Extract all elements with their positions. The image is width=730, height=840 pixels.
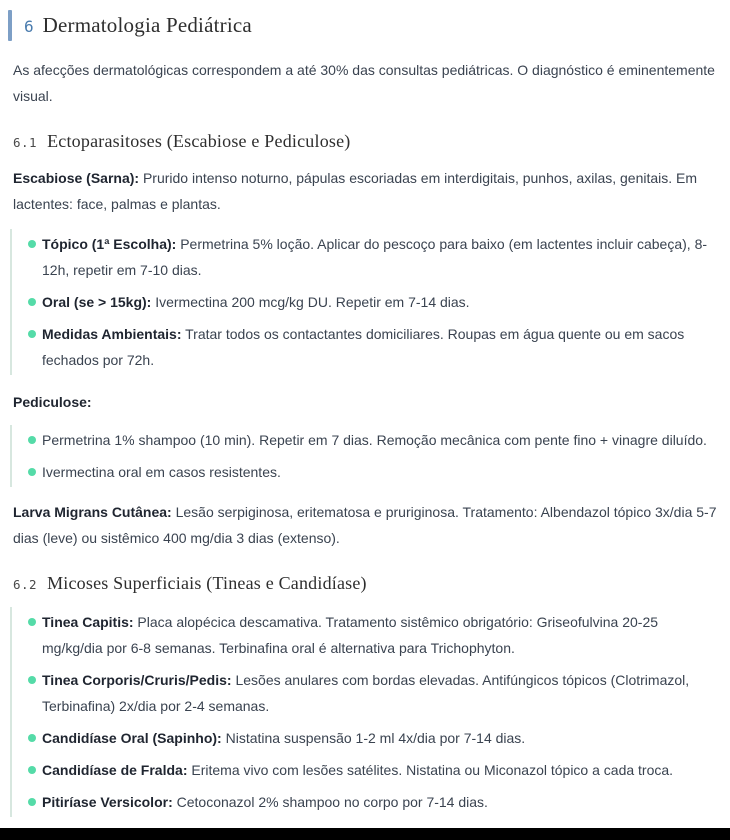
intro-paragraph: As afecções dermatológicas correspondem a até 30% das consultas pediátricas. O diagnóstico é eminentemente visual. (13, 62, 715, 104)
list-item (12, 757, 718, 783)
list-item-text: Permetrina 5% loção. Aplicar do pescoço para baixo (em lactentes incluir cabeça), 8-12h, repetir em 7-10 dias. (42, 236, 708, 278)
bullet-icon (28, 468, 36, 476)
list-item-lead: Candidíase de Fralda: (42, 762, 188, 778)
list-item-lead: Oral (se > 15kg): (42, 294, 152, 310)
escabiose-paragraph (13, 165, 718, 217)
list-item-text: Cetoconazol 2% shampoo no corpo por 7-14 dias. (172, 794, 488, 810)
section-heading-6-2 (13, 571, 718, 595)
section-heading-6-1 (13, 129, 718, 153)
list-item-lead: Pitiríase Versicolor: (42, 794, 173, 810)
pediculose-list (10, 425, 718, 487)
bullet-icon (28, 298, 36, 306)
list-item (12, 427, 718, 453)
list-item-text: Tratar todos os contactantes domiciliares. Roupas em água quente ou em sacos fechados por 72h. (42, 326, 685, 368)
list-item-lead: Candidíase Oral (Sapinho): (42, 730, 222, 746)
list-item-text: Permetrina 1% shampoo (10 min). Repetir em 7 dias. Remoção mecânica com pente fino + vinagre diluído. (42, 432, 707, 448)
list-item (12, 459, 718, 485)
list-item (12, 609, 718, 661)
bullet-icon (28, 766, 36, 774)
list-item-text: Nistatina suspensão 1-2 ml 4x/dia por 7-14 dias. (221, 730, 526, 746)
list-item-lead: Tinea Corporis/Cruris/Pedis: (42, 672, 232, 688)
bullet-icon (28, 798, 36, 806)
list-item (12, 789, 718, 815)
accent-bar (8, 10, 12, 41)
bullet-icon (28, 330, 36, 338)
list-item (12, 289, 718, 315)
list-item (12, 231, 718, 283)
paragraph-text: Lesão serpiginosa, eritematosa e pruriginosa. Tratamento: Albendazol tópico 3x/dia 5-7 dias (leve) ou sistêmico 400 mg/dia 3 dias (extenso). (13, 504, 717, 546)
list-item (12, 321, 718, 373)
chapter-heading (8, 10, 718, 41)
bullet-icon (28, 618, 36, 626)
list-item-lead: Tinea Capitis: (42, 614, 134, 630)
list-item-lead: Medidas Ambientais: (42, 326, 182, 342)
escabiose-list (10, 229, 718, 375)
list-item-text: Placa alopécica descamativa. Tratamento sistêmico obrigatório: Griseofulvina 20-25 mg/kg/dia por 6-8 semanas. Terbinafina oral é alternativa para Trichophyton. (42, 614, 659, 656)
list-item (12, 667, 718, 719)
list-item-text: Eritema vivo com lesões satélites. Nistatina ou Miconazol tópico a cada troca. (187, 762, 674, 778)
list-item-text: Ivermectina 200 mcg/kg DU. Repetir em 7-14 dias. (151, 294, 470, 310)
paragraph-text: Prurido intenso noturno, pápulas escoriadas em interdigitais, punhos, axilas, genitais. Em lactentes: face, palmas e plantas. (13, 170, 698, 212)
bottom-bar (0, 828, 730, 840)
chapter-title: Dermatologia Pediátrica (42, 13, 252, 37)
section-title: Ectoparasitoses (Escabiose e Pediculose) (47, 131, 351, 151)
list-item-lead: Tópico (1ª Escolha): (42, 236, 177, 252)
list-item-text: Lesões anulares com bordas elevadas. Antifúngicos tópicos (Clotrimazol, Terbinafina) 2x/dia por 2-4 semanas. (42, 672, 690, 714)
list-item-text: Ivermectina oral em casos resistentes. (42, 464, 281, 480)
bullet-icon (28, 676, 36, 684)
list-item (12, 725, 718, 751)
section-number: 6.2 (13, 577, 38, 592)
micoses-list (10, 607, 718, 817)
paragraph-lead: Larva Migrans Cutânea: (13, 504, 172, 520)
bullet-icon (28, 240, 36, 248)
section-number: 6.1 (13, 135, 38, 150)
bullet-icon (28, 734, 36, 742)
larva-migrans-paragraph (13, 499, 718, 551)
pediculose-subheading: Pediculose: (13, 394, 92, 410)
chapter-number: 6 (24, 17, 34, 36)
bullet-icon (28, 436, 36, 444)
section-title: Micoses Superficiais (Tineas e Candidíase) (47, 573, 367, 593)
paragraph-lead: Escabiose (Sarna): (13, 170, 140, 186)
